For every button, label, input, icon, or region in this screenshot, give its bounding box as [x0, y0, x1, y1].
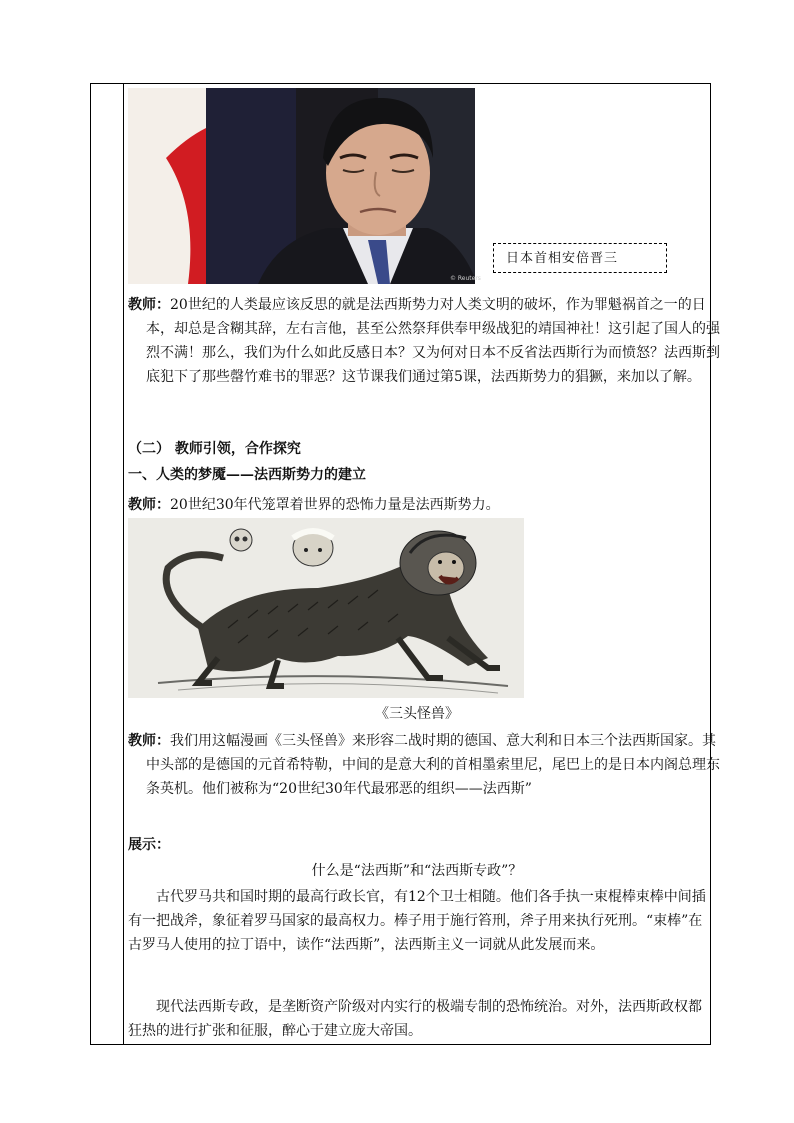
- display-paragraph-2: 现代法西斯专政，是垄断资产阶级对内实行的极端专制的恐怖统治。对外，法西斯政权都狂热的进行扩张和征服，醉心于建立庞大帝国。: [128, 999, 702, 1039]
- display-label: 展示：: [128, 837, 170, 853]
- speaker-label: 教师: [128, 497, 156, 513]
- teacher-paragraph-3: 教师：我们用这幅漫画《三头怪兽》来形容二战时期的德国、意大利和日本三个法西斯国家。其中头部的是德国的元首希特勒，中间的是意大利的首相墨索里尼，尾巴上的是日本内阁总理东条英机。他们被称为“20世纪30年代最邪恶的组织——法西斯”: [128, 733, 720, 797]
- speaker-label: 教师: [128, 733, 156, 749]
- abe-photo: [128, 88, 481, 284]
- section-heading-2: （二） 教师引领，合作探究: [128, 441, 301, 457]
- photo-caption: 日本首相安倍晋三: [493, 243, 667, 273]
- teacher-paragraph-2: 教师：20世纪30年代笼罩着世界的恐怖力量是法西斯势力。: [128, 497, 500, 513]
- teacher-text-3: 我们用这幅漫画《三头怪兽》来形容二战时期的德国、意大利和日本三个法西斯国家。其中头部的是德国的元首希特勒，中间的是意大利的首相墨索里尼，尾巴上的是日本内阁总理东条英机。他们被称为“20世纪30年代最邪恶的组织——法西斯”: [146, 733, 720, 797]
- subheading-1: 一、人类的梦魇——法西斯势力的建立: [128, 467, 366, 483]
- three-headed-monster-cartoon: [128, 518, 524, 698]
- display-question: 什么是“法西斯”和“法西斯专政”？: [311, 863, 523, 879]
- display-paragraph-1: 古代罗马共和国时期的最高行政长官，有12个卫士相随。他们各手执一束棍棒束棒中间插有一把战斧，象征着罗马国家的最高权力。棒子用于施行笞刑，斧子用来执行死刑。“束棒”在古罗马人使用的拉丁语中，读作“法西斯”，法西斯主义一词就从此发展而来。: [128, 889, 706, 953]
- intro-text: 20世纪的人类最应该反思的就是法西斯势力对人类文明的破坏，作为罪魁祸首之一的日本，却总是含糊其辞，左右言他，甚至公然祭拜供奉甲级战犯的靖国神社！这引起了国人的强烈不满！那么，我们为什么如此反感日本？又为何对日本不反省法西斯行为而愤怒？法西斯到底犯下了那些罄竹难书的罪恶？这节课我们通过第5课，法西斯势力的猖獗，来加以了解。: [146, 297, 720, 385]
- intro-paragraph: 教师：20世纪的人类最应该反思的就是法西斯势力对人类文明的破坏，作为罪魁祸首之一的日本，却总是含糊其辞，左右言他，甚至公然祭拜供奉甲级战犯的靖国神社！这引起了国人的强烈不满！那么，我们为什么如此反感日本？又为何对日本不反省法西斯行为而愤怒？法西斯到底犯下了那些罄竹难书的罪恶？这节课我们通过第5课，法西斯势力的猖獗，来加以了解。: [128, 297, 720, 385]
- teacher-text-2: 20世纪30年代笼罩着世界的恐怖力量是法西斯势力。: [170, 497, 500, 513]
- speaker-label: 教师: [128, 297, 156, 313]
- photo-credit: © Reuters: [450, 275, 481, 282]
- table-column-divider: [123, 83, 124, 1045]
- cartoon-title: 《三头怪兽》: [375, 706, 459, 722]
